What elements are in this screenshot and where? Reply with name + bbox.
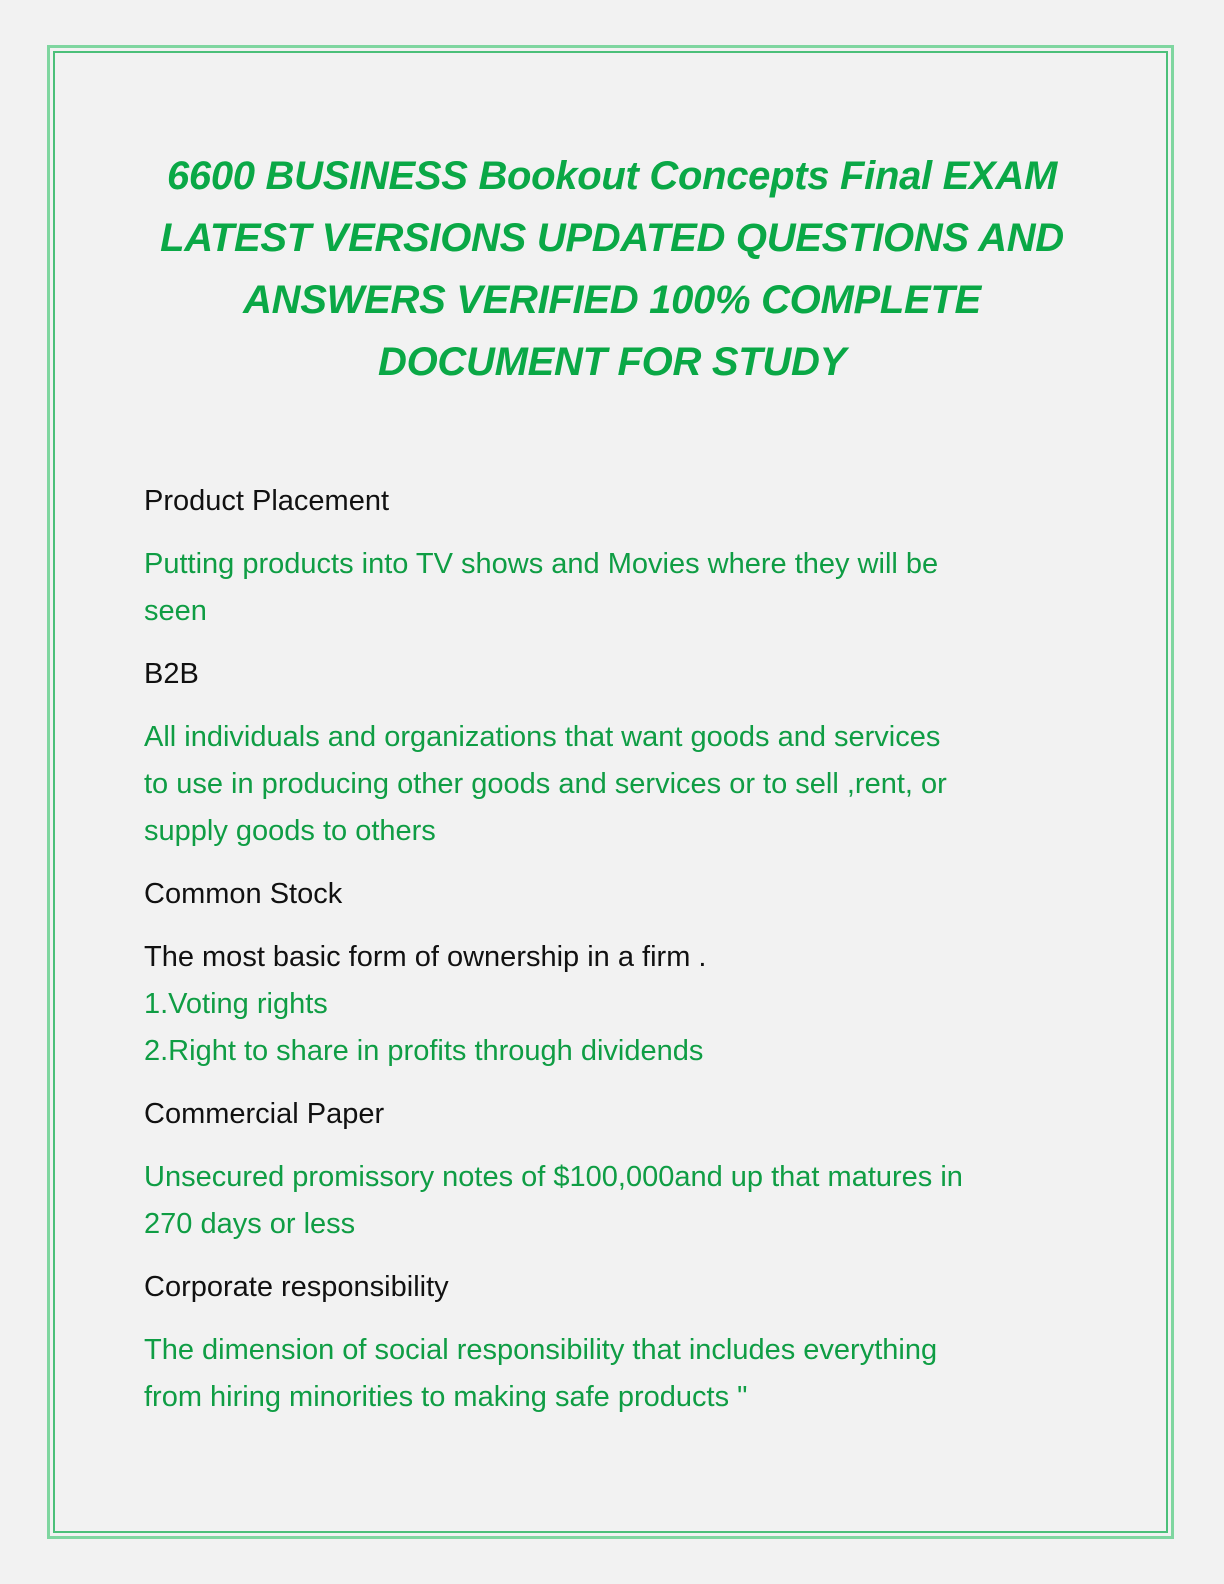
- definition-commercial-paper: [144, 1154, 1084, 1248]
- definition-line: seen: [144, 595, 207, 627]
- definition-line: to use in producing other goods and services or to sell ,rent, or: [144, 768, 947, 800]
- definition-line: Unsecured promissory notes of $100,000and up that matures in: [144, 1161, 963, 1193]
- title-line: 6600 BUSINESS Bookout Concepts Final EXAM: [166, 154, 1058, 198]
- term-common-stock: Common Stock: [144, 878, 343, 910]
- title-line: DOCUMENT FOR STUDY: [378, 340, 846, 384]
- term-b2b: B2B: [144, 658, 199, 690]
- document-title: [120, 145, 1104, 393]
- title-line: ANSWERS VERIFIED 100% COMPLETE: [243, 278, 981, 322]
- definition-line: 2.Right to share in profits through dividends: [144, 1035, 704, 1067]
- definition-line: All individuals and organizations that want goods and services: [144, 721, 941, 753]
- term-commercial-paper: Commercial Paper: [144, 1098, 385, 1130]
- definition-common-stock: [144, 981, 1084, 1075]
- definition-line: Putting products into TV shows and Movies where they will be: [144, 548, 939, 580]
- term-corporate-responsibility: Corporate responsibility: [144, 1271, 449, 1303]
- definition-b2b: [144, 714, 1084, 855]
- definition-line: 270 days or less: [144, 1208, 356, 1240]
- definition-corporate-responsibility: [144, 1327, 1084, 1421]
- definition-line: The dimension of social responsibility that includes everything: [144, 1334, 938, 1366]
- term-product-placement: Product Placement: [144, 485, 390, 517]
- qa-list: [144, 478, 1084, 1421]
- definition-product-placement: [144, 541, 1084, 635]
- definition-line: 1.Voting rights: [144, 988, 328, 1020]
- title-line: LATEST VERSIONS UPDATED QUESTIONS AND: [160, 216, 1064, 260]
- definition-line: The most basic form of ownership in a firm .: [144, 941, 707, 973]
- definition-line: from hiring minorities to making safe products ": [144, 1381, 748, 1413]
- definition-line: supply goods to others: [144, 815, 436, 847]
- definition-common-stock-intro: [144, 934, 1084, 981]
